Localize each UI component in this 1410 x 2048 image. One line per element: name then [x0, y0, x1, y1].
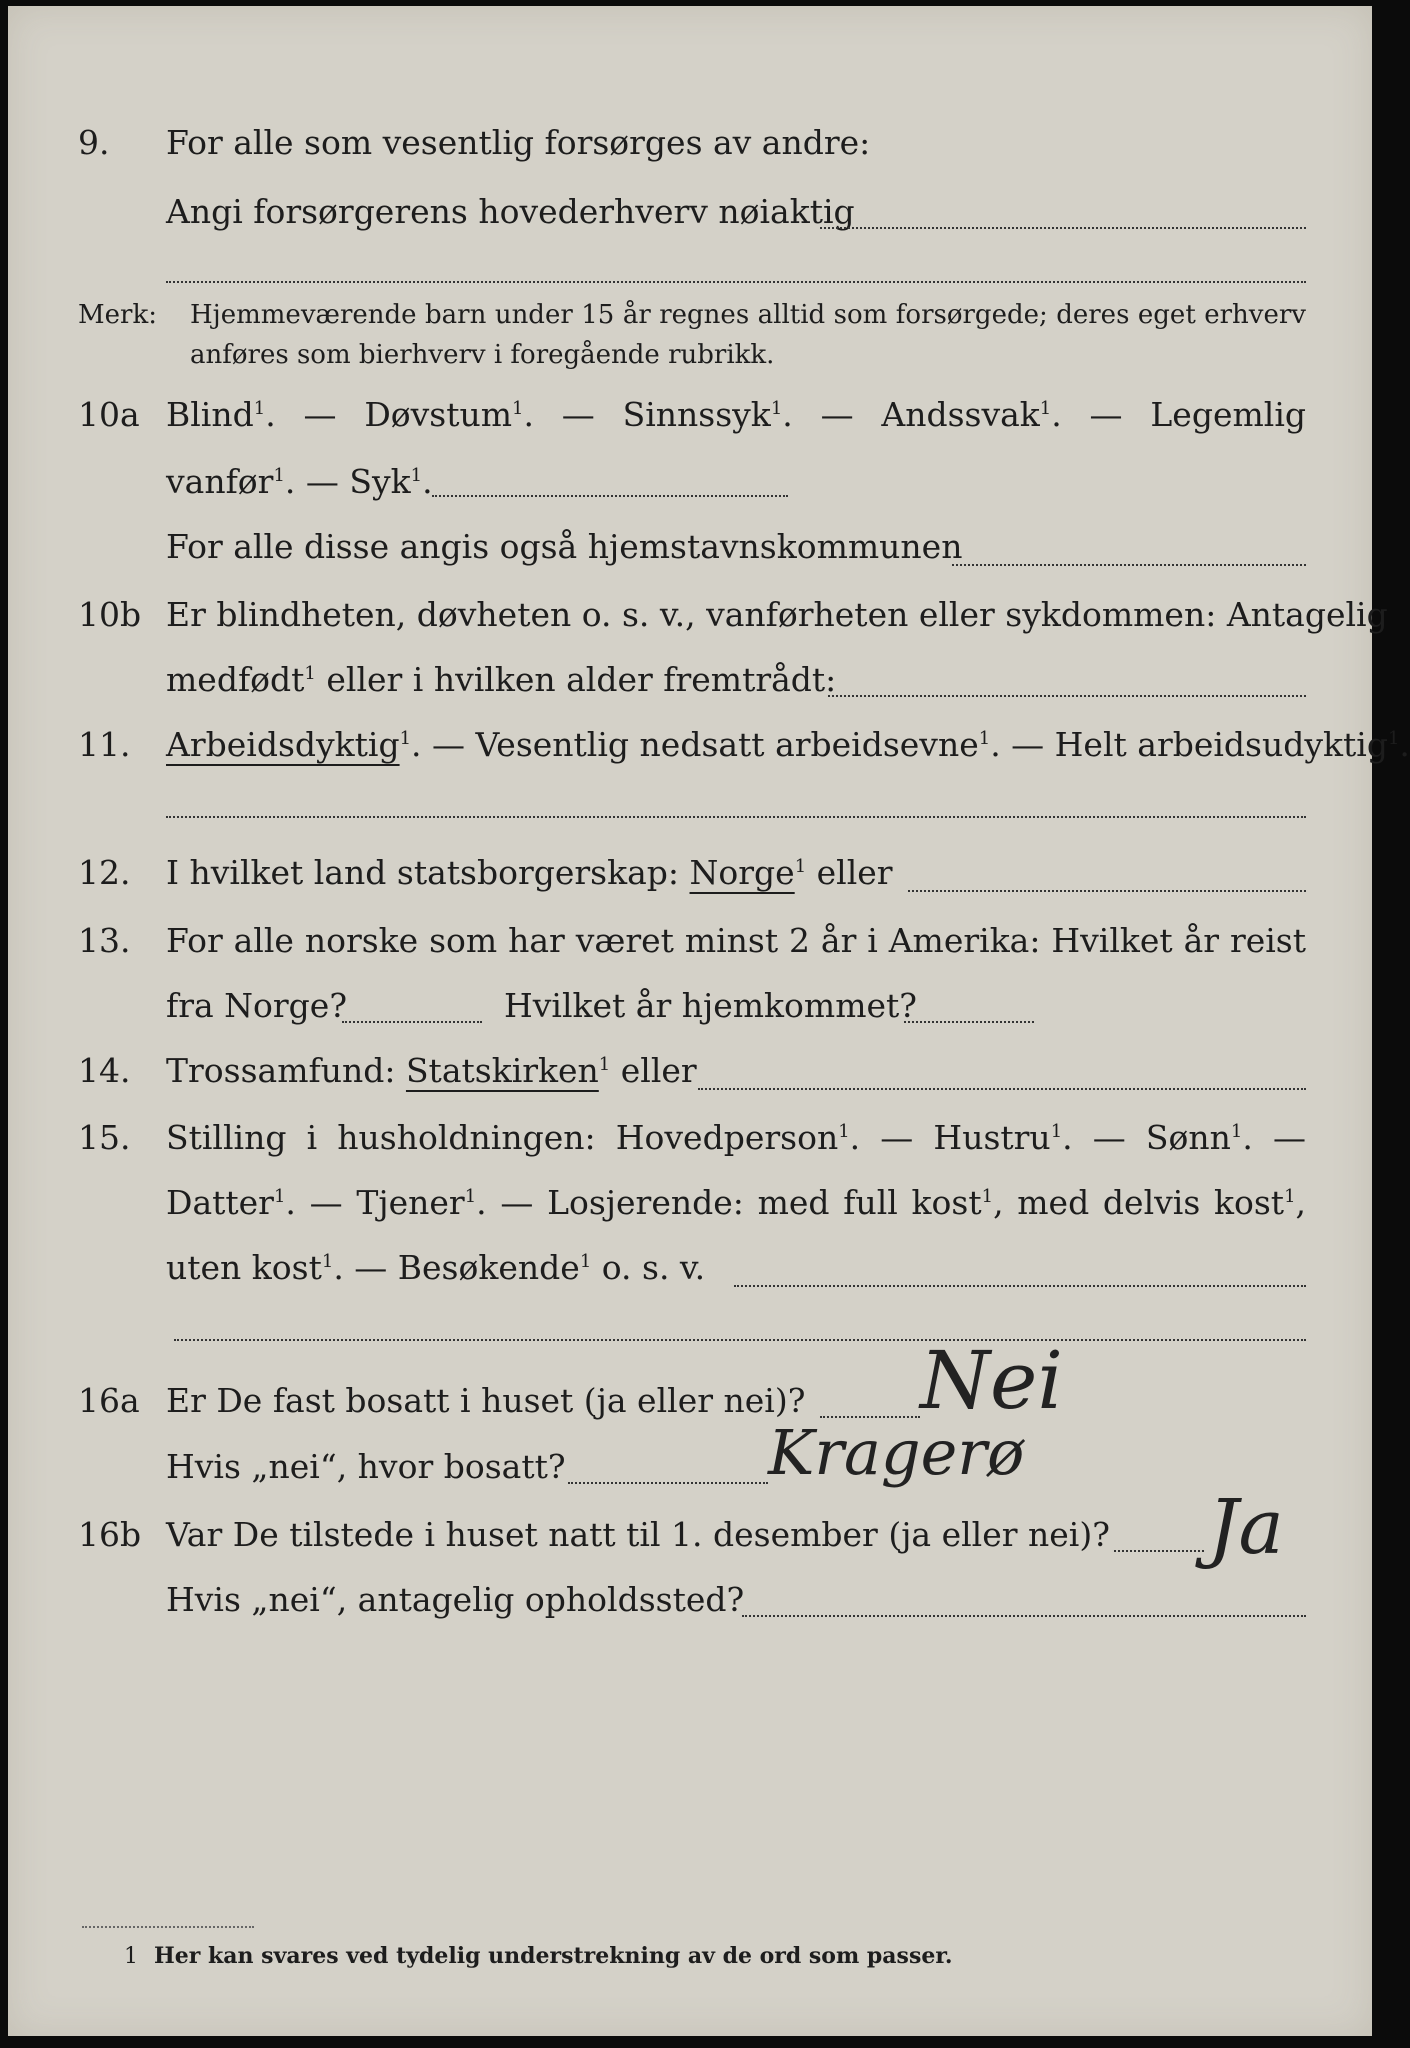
question-15-line3	[8, 1243, 1372, 1293]
footnote-text: Her kan svares ved tydelig understrekning av de ord som passer.	[154, 1943, 953, 1969]
item-number: 9.	[78, 123, 110, 162]
item-number: 14.	[78, 1051, 131, 1090]
item-number: 13.	[78, 921, 131, 960]
handwritten-answer: Nei	[920, 1334, 1063, 1427]
question-text: Stilling i husholdningen: Hovedperson$^1$. — Hustru$^1$. — Sønn$^1$. —	[166, 1118, 1306, 1157]
question-16b	[8, 1510, 1372, 1560]
answer-line[interactable]	[432, 495, 788, 497]
question-text: Angi forsørgerens hovederhverv nøiaktig	[166, 192, 855, 231]
answer-line[interactable]	[952, 564, 1306, 566]
question-text: Blind$^1$. — Døvstum$^1$. — Sinnssyk$^1$. — Andssvak$^1$. — Legemlig	[166, 395, 1306, 434]
census-form-page	[8, 6, 1410, 2036]
question-text: I hvilket land statsborgerskap: Norge$^1$ eller	[166, 853, 893, 892]
question-10a-line2	[8, 457, 1372, 507]
question-text: For alle som vesentlig forsørges av andre:	[166, 123, 871, 162]
answer-line[interactable]	[828, 695, 1306, 697]
question-16a-line2	[8, 1442, 1372, 1492]
footnote-rule	[82, 1926, 254, 1928]
item-number: 15.	[78, 1118, 131, 1157]
question-text: Trossamfund: Statskirken$^1$ eller	[166, 1051, 697, 1090]
question-text: Arbeidsdyktig$^1$. — Vesentlig nedsatt arbeidsevne$^1$. — Helt arbeidsudyktig$^1$.	[166, 725, 1410, 764]
question-text: medfødt$^1$ eller i hvilken alder fremtrådt:	[166, 660, 837, 699]
note-label: Merk:	[78, 300, 157, 330]
question-10b	[8, 590, 1388, 640]
answer-line[interactable]	[904, 1021, 1034, 1023]
underlined-answer: Norge	[689, 853, 795, 892]
question-13	[8, 916, 1372, 966]
question-text: Hvilket år hjemkommet?	[504, 986, 917, 1025]
handwritten-answer: Ja	[1208, 1482, 1284, 1571]
question-text: Er blindheten, døvheten o. s. v., vanførheten eller sykdommen: Antagelig	[166, 595, 1388, 634]
answer-line[interactable]	[1114, 1550, 1204, 1552]
answer-line[interactable]	[734, 1285, 1306, 1287]
question-10a-line3	[8, 522, 1372, 572]
answer-line[interactable]	[174, 1339, 1306, 1341]
note-text: anføres som bierhverv i foregående rubrikk.	[190, 340, 775, 370]
question-14	[8, 1046, 1372, 1096]
item-number: 12.	[78, 853, 131, 892]
item-number: 16b	[78, 1515, 142, 1554]
question-16b-line2	[8, 1575, 1372, 1625]
question-15	[8, 1113, 1372, 1163]
answer-line[interactable]	[820, 227, 1306, 229]
item-number: 10a	[78, 395, 140, 434]
answer-line[interactable]	[908, 890, 1306, 892]
handwritten-answer: Kragerø	[768, 1416, 1025, 1489]
item-number: 10b	[78, 595, 142, 634]
question-text: uten kost$^1$. — Besøkende$^1$ o. s. v.	[166, 1248, 706, 1287]
item-number: 11.	[78, 725, 131, 764]
question-text: Datter$^1$. — Tjener$^1$. — Losjerende: med full kost$^1$, med delvis kost$^1$,	[166, 1183, 1307, 1222]
question-10a	[8, 390, 1372, 440]
answer-line[interactable]	[166, 816, 1306, 818]
question-text: Var De tilstede i huset natt til 1. desember (ja eller nei)?	[166, 1515, 1110, 1554]
question-text: fra Norge?	[166, 986, 348, 1025]
question-10b-line2	[8, 655, 1372, 705]
question-9-line2	[8, 187, 1372, 237]
footnote	[124, 1943, 953, 1969]
question-13-line2	[8, 981, 1372, 1031]
question-15-line2	[8, 1178, 1372, 1228]
question-text: Hvis „nei“, antagelig opholdssted?	[166, 1580, 745, 1619]
underlined-answer: Arbeidsdyktig	[166, 725, 400, 764]
question-text: Hvis „nei“, hvor bosatt?	[166, 1447, 566, 1486]
answer-line[interactable]	[342, 1021, 482, 1023]
answer-line[interactable]	[568, 1482, 768, 1484]
note-text: Hjemmeværende barn under 15 år regnes alltid som forsørgede; deres eget erhverv	[190, 300, 1306, 330]
question-text: For alle disse angis også hjemstavnskommunen	[166, 527, 963, 566]
footnote-number: 1	[124, 1944, 138, 1969]
question-text: Er De fast bosatt i huset (ja eller nei)?	[166, 1381, 806, 1420]
answer-line[interactable]	[742, 1615, 1306, 1617]
question-11	[8, 720, 1410, 770]
item-number: 16a	[78, 1381, 140, 1420]
question-text: For alle norske som har været minst 2 år i Amerika: Hvilket år reist	[166, 921, 1306, 960]
question-16a	[8, 1376, 1372, 1426]
question-9	[8, 118, 1372, 168]
question-12	[8, 848, 1372, 898]
answer-line[interactable]	[698, 1088, 1306, 1090]
answer-line[interactable]	[166, 281, 1306, 283]
question-text: vanfør$^1$. — Syk$^1$.	[166, 462, 433, 501]
underlined-answer: Statskirken	[405, 1051, 599, 1090]
